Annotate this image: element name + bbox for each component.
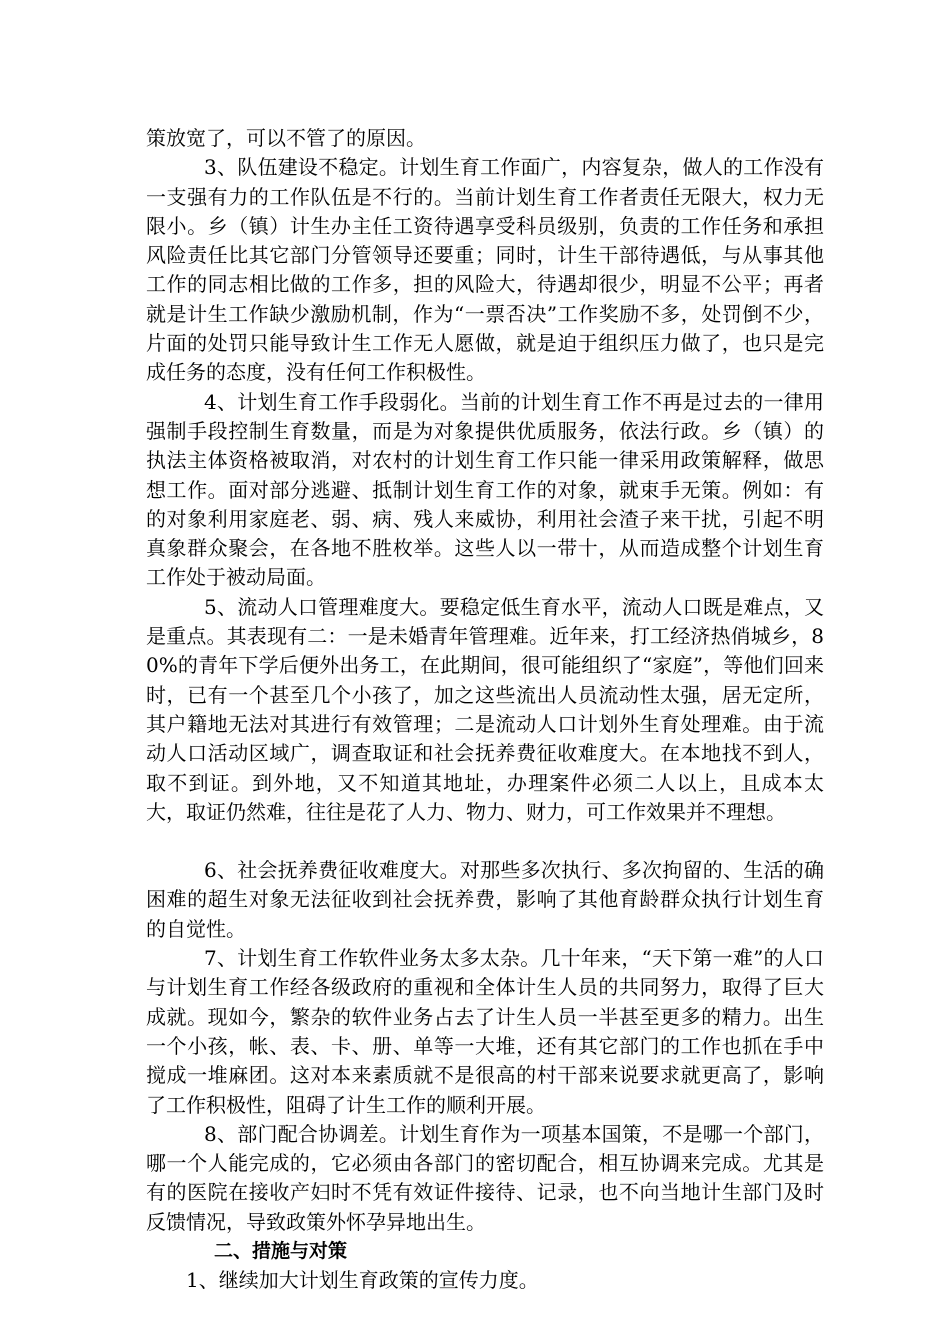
paragraph-item-3: 3、队伍建设不稳定。计划生育工作面广，内容复杂，做人的工作没有一支强有力的工作队伍是不行的。当前计划生育工作者责任无限大，权力无限小。乡（镇）计生办主任工资待遇享受科员级别，负责的工作任务和承担风险责任比其它部门分管领导还要重；同时，计生干部待遇低，与从事其他工作的同志相比做的工作多，担的风险大，待遇却很少，明显不公平；再者就是计生工作缺少激励机制，作为“一票否决”工作奖励不多，处罚倒不少，片面的处罚只能导致计生工作无人愿做，就是迫于组织压力做了，也只是完成任务的态度，没有任何工作积极性。: [146, 155, 824, 385]
paragraph-item-5: 5、流动人口管理难度大。要稳定低生育水平，流动人口既是难点，又是重点。其表现有二：一是未婚青年管理难。近年来，打工经济热俏城乡，80%的青年下学后便外出务工，在此期间，很可能组织了“家庭”，等他们回来时，已有一个甚至几个小孩了，加之这些流出人员流动性太强，居无定所，其户籍地无法对其进行有效管理；二是流动人口计划外生育处理难。由于流动人口活动区域广，调查取证和社会抚养费征收难度大。在本地找不到人，取不到证。到外地，又不知道其地址，办理案件必须二人以上，且成本太大，取证仍然难，往往是花了人力、物力、财力，可工作效果并不理想。: [146, 594, 824, 824]
section-heading: 二、措施与对策: [214, 1239, 348, 1262]
paragraph-continuation: 策放宽了，可以不管了的原因。: [146, 126, 426, 150]
paragraph-item-7: 7、计划生育工作软件业务太多太杂。几十年来，“天下第一难”的人口与计划生育工作经各级政府的重视和全体计生人员的共同努力，取得了巨大成就。现如今，繁杂的软件业务占去了计生人员一半甚至更多的精力。出生一个小孩，帐、表、卡、册、单等一大堆，还有其它部门的工作也抓在手中搅成一堆麻团。这对本来素质就不是很高的村干部来说要求就更高了，影响了工作积极性，阻碍了计生工作的顺利开展。: [146, 946, 824, 1117]
sub-item-1: 1、继续加大计划生育政策的宣传力度。: [186, 1268, 539, 1293]
paragraph-item-4: 4、计划生育工作手段弱化。当前的计划生育工作不再是过去的一律用强制手段控制生育数量，而是为对象提供优质服务，依法行政。乡（镇）的执法主体资格被取消，对农村的计划生育工作只能一律采用政策解释，做思想工作。面对部分逃避、抵制计划生育工作的对象，就束手无策。例如：有的对象利用家庭老、弱、病、残人来威协，利用社会渣子来干扰，引起不明真象群众聚会，在各地不胜枚举。这些人以一带十，从而造成整个计划生育工作处于被动局面。: [146, 389, 824, 590]
paragraph-spacer: [146, 827, 824, 856]
paragraph-item-6: 6、社会抚养费征收难度大。对那些多次执行、多次拘留的、生活的确困难的超生对象无法征收到社会抚养费，影响了其他育龄群众执行计划生育的自觉性。: [146, 858, 824, 941]
paragraph-item-8: 8、部门配合协调差。计划生育作为一项基本国策，不是哪一个部门，哪一个人能完成的，它必须由各部门的密切配合，相互协调来完成。尤其是有的医院在接收产妇时不凭有效证件接待、记录，也不向当地计生部门及时反馈情况，导致政策外怀孕异地出生。: [146, 1121, 824, 1234]
document-body: [146, 124, 824, 1296]
